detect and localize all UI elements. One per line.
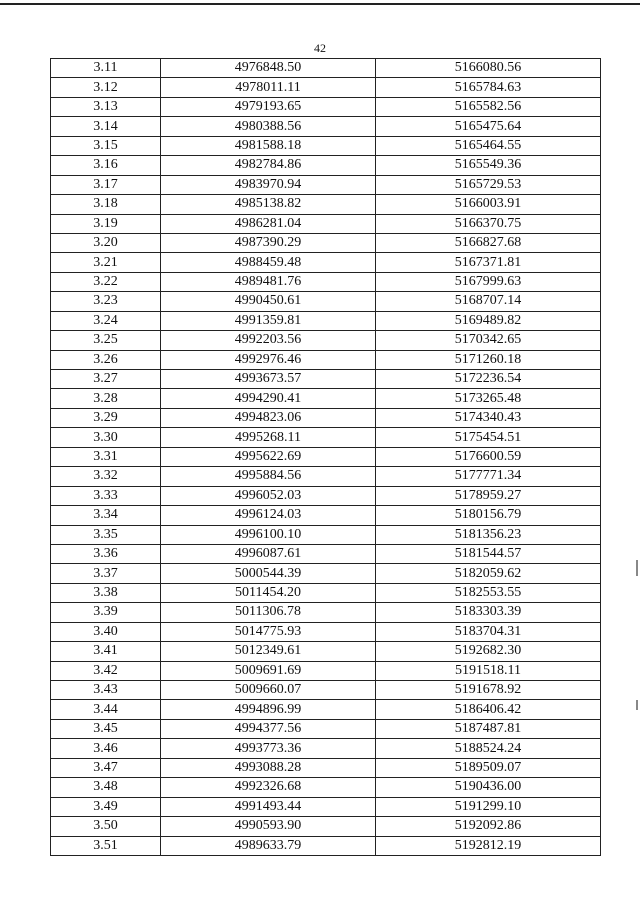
- y-coordinate-cell: 5189509.07: [376, 758, 601, 777]
- x-coordinate-cell: 4979193.65: [161, 97, 376, 116]
- table-row: [51, 253, 601, 272]
- point-number-cell: 3.20: [51, 233, 161, 252]
- x-coordinate-cell: 5009660.07: [161, 681, 376, 700]
- x-coordinate-cell: 5012349.61: [161, 642, 376, 661]
- x-coordinate-cell: 4994896.99: [161, 700, 376, 719]
- x-coordinate-cell: 4989633.79: [161, 836, 376, 855]
- point-number-cell: 3.28: [51, 389, 161, 408]
- point-number-cell: 3.49: [51, 797, 161, 816]
- table-row: [51, 195, 601, 214]
- point-number-cell: 3.51: [51, 836, 161, 855]
- x-coordinate-cell: 4996124.03: [161, 506, 376, 525]
- table-row: [51, 758, 601, 777]
- table-row: [51, 370, 601, 389]
- x-coordinate-cell: 4992976.46: [161, 350, 376, 369]
- x-coordinate-cell: 4981588.18: [161, 136, 376, 155]
- x-coordinate-cell: 4995622.69: [161, 447, 376, 466]
- point-number-cell: 3.38: [51, 583, 161, 602]
- table-row: [51, 739, 601, 758]
- point-number-cell: 3.11: [51, 59, 161, 78]
- point-number-cell: 3.44: [51, 700, 161, 719]
- point-number-cell: 3.25: [51, 331, 161, 350]
- y-coordinate-cell: 5171260.18: [376, 350, 601, 369]
- x-coordinate-cell: 4989481.76: [161, 272, 376, 291]
- point-number-cell: 3.45: [51, 719, 161, 738]
- table-row: [51, 719, 601, 738]
- coordinate-table-body: [51, 59, 601, 856]
- point-number-cell: 3.50: [51, 817, 161, 836]
- point-number-cell: 3.46: [51, 739, 161, 758]
- point-number-cell: 3.24: [51, 311, 161, 330]
- table-row: [51, 447, 601, 466]
- y-coordinate-cell: 5178959.27: [376, 486, 601, 505]
- y-coordinate-cell: 5191678.92: [376, 681, 601, 700]
- table-row: [51, 467, 601, 486]
- y-coordinate-cell: 5175454.51: [376, 428, 601, 447]
- x-coordinate-cell: 4990450.61: [161, 292, 376, 311]
- point-number-cell: 3.39: [51, 603, 161, 622]
- x-coordinate-cell: 5011454.20: [161, 583, 376, 602]
- table-row: [51, 117, 601, 136]
- x-coordinate-cell: 4976848.50: [161, 59, 376, 78]
- point-number-cell: 3.22: [51, 272, 161, 291]
- table-row: [51, 506, 601, 525]
- y-coordinate-cell: 5169489.82: [376, 311, 601, 330]
- table-row: [51, 797, 601, 816]
- top-rule: [0, 3, 640, 5]
- x-coordinate-cell: 4994823.06: [161, 408, 376, 427]
- y-coordinate-cell: 5165549.36: [376, 156, 601, 175]
- x-coordinate-cell: 4978011.11: [161, 78, 376, 97]
- y-coordinate-cell: 5166370.75: [376, 214, 601, 233]
- point-number-cell: 3.47: [51, 758, 161, 777]
- y-coordinate-cell: 5170342.65: [376, 331, 601, 350]
- y-coordinate-cell: 5183303.39: [376, 603, 601, 622]
- x-coordinate-cell: 4991359.81: [161, 311, 376, 330]
- y-coordinate-cell: 5167371.81: [376, 253, 601, 272]
- table-row: [51, 486, 601, 505]
- point-number-cell: 3.21: [51, 253, 161, 272]
- table-row: [51, 817, 601, 836]
- x-coordinate-cell: 4982784.86: [161, 156, 376, 175]
- x-coordinate-cell: 4986281.04: [161, 214, 376, 233]
- point-number-cell: 3.26: [51, 350, 161, 369]
- scan-edge-mark: [636, 700, 638, 710]
- y-coordinate-cell: 5188524.24: [376, 739, 601, 758]
- table-row: [51, 292, 601, 311]
- table-row: [51, 583, 601, 602]
- table-row: [51, 136, 601, 155]
- y-coordinate-cell: 5168707.14: [376, 292, 601, 311]
- y-coordinate-cell: 5191299.10: [376, 797, 601, 816]
- table-row: [51, 622, 601, 641]
- point-number-cell: 3.23: [51, 292, 161, 311]
- y-coordinate-cell: 5187487.81: [376, 719, 601, 738]
- y-coordinate-cell: 5165582.56: [376, 97, 601, 116]
- y-coordinate-cell: 5182553.55: [376, 583, 601, 602]
- point-number-cell: 3.18: [51, 195, 161, 214]
- table-row: [51, 350, 601, 369]
- table-row: [51, 78, 601, 97]
- y-coordinate-cell: 5176600.59: [376, 447, 601, 466]
- x-coordinate-cell: 4994377.56: [161, 719, 376, 738]
- y-coordinate-cell: 5166827.68: [376, 233, 601, 252]
- point-number-cell: 3.17: [51, 175, 161, 194]
- y-coordinate-cell: 5191518.11: [376, 661, 601, 680]
- y-coordinate-cell: 5167999.63: [376, 272, 601, 291]
- table-row: [51, 97, 601, 116]
- table-row: [51, 700, 601, 719]
- table-row: [51, 661, 601, 680]
- y-coordinate-cell: 5180156.79: [376, 506, 601, 525]
- table-row: [51, 233, 601, 252]
- x-coordinate-cell: 4993088.28: [161, 758, 376, 777]
- point-number-cell: 3.27: [51, 370, 161, 389]
- y-coordinate-cell: 5165464.55: [376, 136, 601, 155]
- point-number-cell: 3.41: [51, 642, 161, 661]
- point-number-cell: 3.12: [51, 78, 161, 97]
- x-coordinate-cell: 4996100.10: [161, 525, 376, 544]
- table-row: [51, 778, 601, 797]
- x-coordinate-cell: 5014775.93: [161, 622, 376, 641]
- point-number-cell: 3.48: [51, 778, 161, 797]
- coordinate-table: [50, 58, 601, 856]
- x-coordinate-cell: 4988459.48: [161, 253, 376, 272]
- y-coordinate-cell: 5190436.00: [376, 778, 601, 797]
- x-coordinate-cell: 5011306.78: [161, 603, 376, 622]
- point-number-cell: 3.36: [51, 544, 161, 563]
- y-coordinate-cell: 5183704.31: [376, 622, 601, 641]
- point-number-cell: 3.32: [51, 467, 161, 486]
- y-coordinate-cell: 5192682.30: [376, 642, 601, 661]
- table-row: [51, 389, 601, 408]
- y-coordinate-cell: 5165729.53: [376, 175, 601, 194]
- x-coordinate-cell: 4985138.82: [161, 195, 376, 214]
- table-row: [51, 272, 601, 291]
- point-number-cell: 3.29: [51, 408, 161, 427]
- x-coordinate-cell: 4994290.41: [161, 389, 376, 408]
- x-coordinate-cell: 5009691.69: [161, 661, 376, 680]
- table-row: [51, 59, 601, 78]
- x-coordinate-cell: 4996052.03: [161, 486, 376, 505]
- y-coordinate-cell: 5186406.42: [376, 700, 601, 719]
- table-row: [51, 525, 601, 544]
- table-row: [51, 603, 601, 622]
- x-coordinate-cell: 4990593.90: [161, 817, 376, 836]
- y-coordinate-cell: 5177771.34: [376, 467, 601, 486]
- x-coordinate-cell: 4980388.56: [161, 117, 376, 136]
- point-number-cell: 3.34: [51, 506, 161, 525]
- y-coordinate-cell: 5192092.86: [376, 817, 601, 836]
- y-coordinate-cell: 5172236.54: [376, 370, 601, 389]
- page-number: 42: [314, 41, 326, 55]
- table-row: [51, 564, 601, 583]
- point-number-cell: 3.31: [51, 447, 161, 466]
- point-number-cell: 3.14: [51, 117, 161, 136]
- y-coordinate-cell: 5166080.56: [376, 59, 601, 78]
- table-row: [51, 428, 601, 447]
- x-coordinate-cell: 4992203.56: [161, 331, 376, 350]
- y-coordinate-cell: 5173265.48: [376, 389, 601, 408]
- x-coordinate-cell: 5000544.39: [161, 564, 376, 583]
- point-number-cell: 3.35: [51, 525, 161, 544]
- y-coordinate-cell: 5165475.64: [376, 117, 601, 136]
- table-row: [51, 544, 601, 563]
- y-coordinate-cell: 5165784.63: [376, 78, 601, 97]
- point-number-cell: 3.30: [51, 428, 161, 447]
- x-coordinate-cell: 4993673.57: [161, 370, 376, 389]
- y-coordinate-cell: 5182059.62: [376, 564, 601, 583]
- y-coordinate-cell: 5192812.19: [376, 836, 601, 855]
- point-number-cell: 3.43: [51, 681, 161, 700]
- point-number-cell: 3.33: [51, 486, 161, 505]
- table-row: [51, 156, 601, 175]
- point-number-cell: 3.19: [51, 214, 161, 233]
- point-number-cell: 3.13: [51, 97, 161, 116]
- y-coordinate-cell: 5174340.43: [376, 408, 601, 427]
- scan-edge-mark: [636, 560, 638, 576]
- x-coordinate-cell: 4995884.56: [161, 467, 376, 486]
- x-coordinate-cell: 4995268.11: [161, 428, 376, 447]
- point-number-cell: 3.15: [51, 136, 161, 155]
- table-row: [51, 214, 601, 233]
- table-row: [51, 331, 601, 350]
- x-coordinate-cell: 4991493.44: [161, 797, 376, 816]
- point-number-cell: 3.37: [51, 564, 161, 583]
- table-row: [51, 836, 601, 855]
- x-coordinate-cell: 4996087.61: [161, 544, 376, 563]
- point-number-cell: 3.40: [51, 622, 161, 641]
- x-coordinate-cell: 4983970.94: [161, 175, 376, 194]
- table-row: [51, 642, 601, 661]
- table-row: [51, 408, 601, 427]
- y-coordinate-cell: 5181544.57: [376, 544, 601, 563]
- y-coordinate-cell: 5166003.91: [376, 195, 601, 214]
- point-number-cell: 3.42: [51, 661, 161, 680]
- x-coordinate-cell: 4992326.68: [161, 778, 376, 797]
- table-row: [51, 681, 601, 700]
- table-row: [51, 311, 601, 330]
- point-number-cell: 3.16: [51, 156, 161, 175]
- x-coordinate-cell: 4993773.36: [161, 739, 376, 758]
- table-row: [51, 175, 601, 194]
- x-coordinate-cell: 4987390.29: [161, 233, 376, 252]
- y-coordinate-cell: 5181356.23: [376, 525, 601, 544]
